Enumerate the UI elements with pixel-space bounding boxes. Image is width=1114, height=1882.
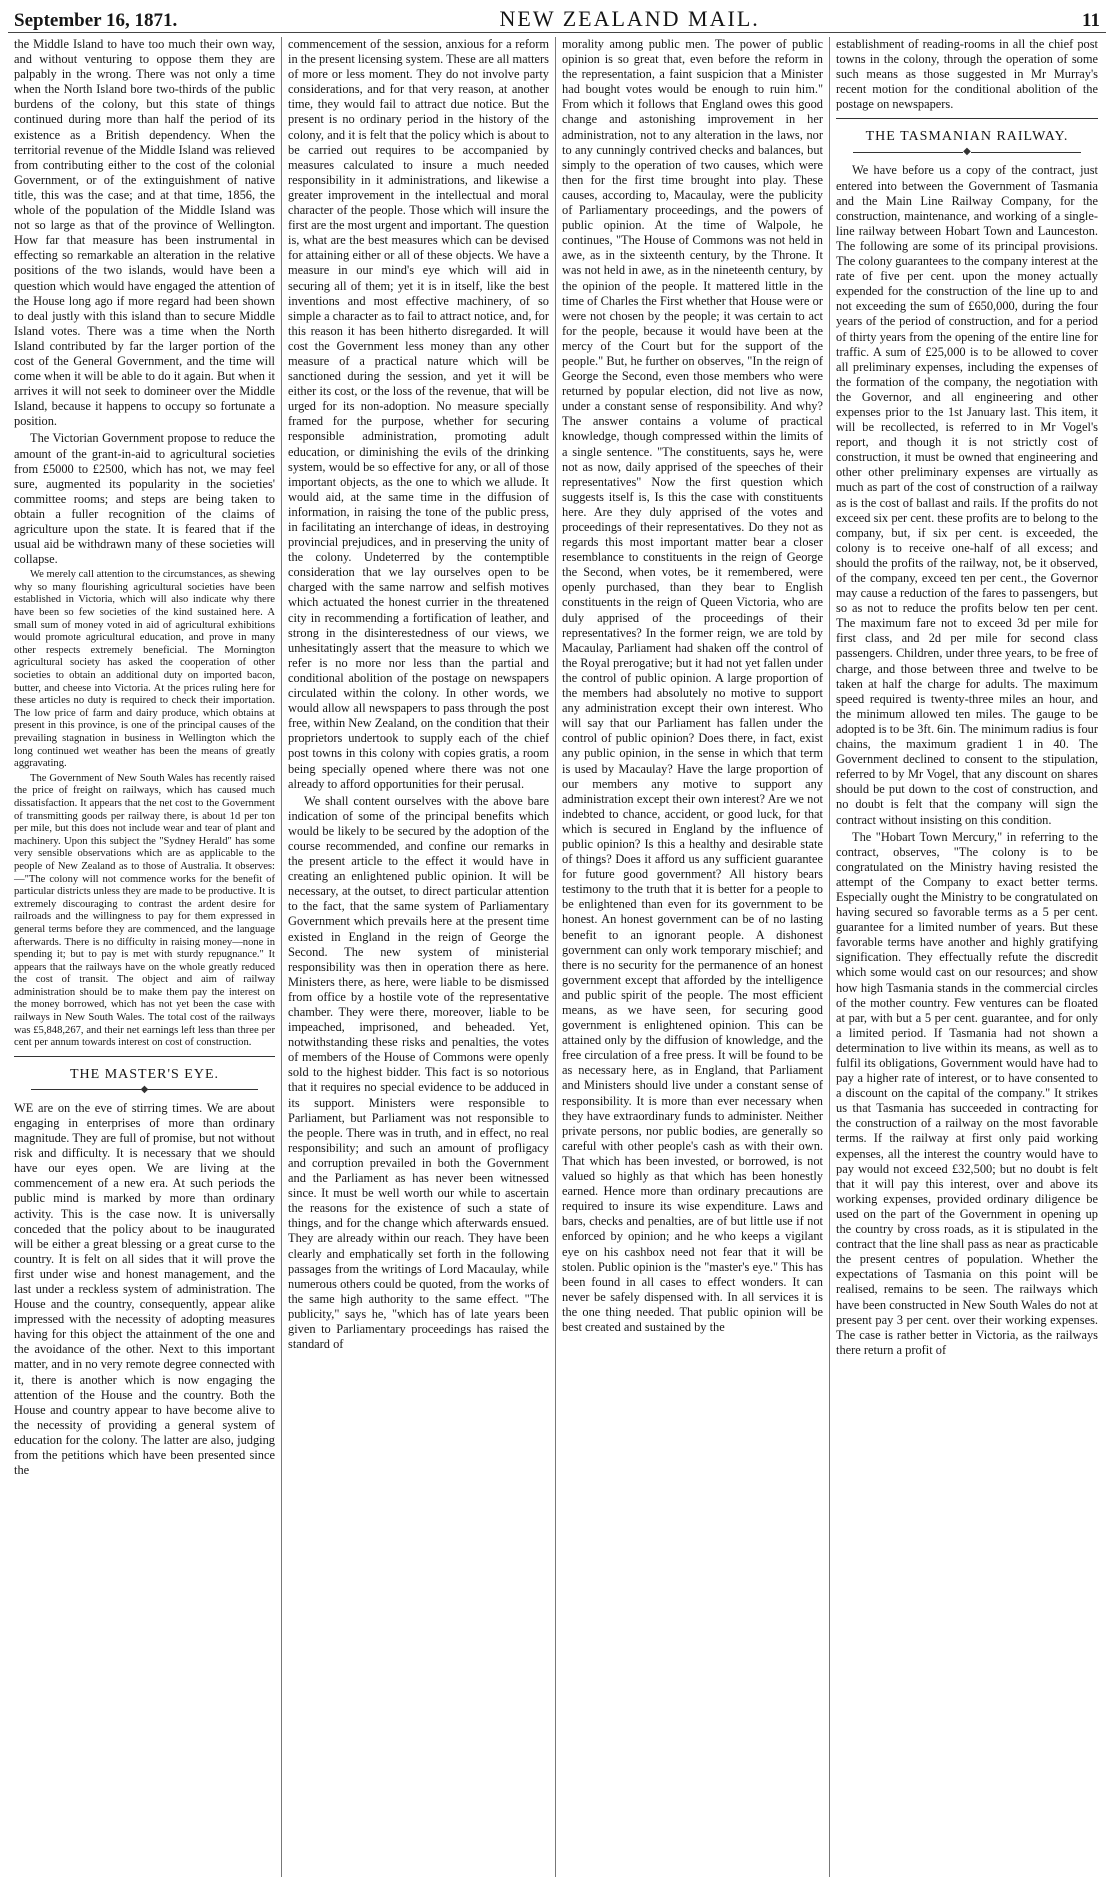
heading-rule: ◆ <box>836 147 1098 157</box>
article-heading: THE MASTER'S EYE. <box>69 1066 220 1082</box>
article-paragraph: We have before us a copy of the contract, just entered into between the Government of Tasmania and the Main Line Railway Company, for the construction, maintenance, and working of a single-line railway between Hobart Town and Launceston. The following are some of its principal provisions. The colony guarantees to the company interest at the rate of five per cent. upon the money actually expended for the construction of the line up to and not exceeding the sum of £650,000, during the four years of the period of construction, and for a period of thirty years from the opening of the entire line for traffic. A sum of £25,000 is to be allowed to cover all preliminary expenses, including the expenses of the formation of the company, the negotiation with the Governor, and all engineering and other expenses prior to the 1st January last. This item, it will be recollected, is referred to in Mr Vogel's report, and though it is not strictly cost of construction, it must be owned that engineering and other other preliminary expenses are virtually as much as part of the cost of construction of a railway as is the cost of ballast and rails. If the profits do not exceed six per cent. these profits are to belong to the company, but, if six per cent. is exceeded, the colony is to receive one-half of all excess; and should the profits of the railway, not, be it observed, of the company, exceed ten per cent., the Governor may cause a reduction of the fares to passengers, but so as not to reduce the profits below ten per cent. The maximum fare not to exceed 3d per mile for first class, and 2d per mile for second class passengers. Children, under three years, to be free of charge, and those between three and twelve to be taken at half the charge for adults. The maximum speed required is twenty-three miles an hour, and the minimum allowed ten miles. The gauge to be adopted is to be 3ft. 6in. The minimum radius is four chains, the maximum gradient 1 in 40. The Government declined to consent to the stipulation, referred to by Mr Vogel, that any discount on shares should be put down to the cost of construction, and no doubt is felt that the company will sign the contract without insisting on this condition. <box>836 163 1099 827</box>
issue-date: September 16, 1871. <box>14 10 178 31</box>
page-number: 11 <box>1082 10 1100 31</box>
newspaper-title: NEW ZEALAND MAIL. <box>499 6 760 31</box>
article-paragraph: establishment of reading-rooms in all the chief post towns in the colony, through the operation of some such means as those suggested in Mr Murray's recent motion for the conditional abolition of the postage on newspapers. <box>836 37 1098 112</box>
heading-rule: ◆ <box>14 1085 275 1095</box>
article-paragraph: WE are on the eve of stirring times. We are about engaging in enterprises of more than ordinary magnitude. They are full of promise, but not without risk and difficulty. It is necessary that we should have our eyes open. We are living at the commencement of a new era. At such periods the public mind is marked by more than ordinary activity. This is the case now. It is universally conceded that the policy about to be inaugurated will be either a great blessing or a great curse to the country. It is felt on all sides that it will prove the first under wise and honest management, and the last under a reckless system of administration. The House and the country, consequently, appear alike impressed with the necessity of adopting measures having for this object the attainment of the one and the avoidance of the other. Next to this important matter, and in no very remote degree connected with it, there is another which is now engaging the attention of the House and the country. Both the House and country appear to have become alive to the necessity of providing a general system of education for the colony. The latter are also, judging from the petitions which have been presented since the <box>14 1100 275 1478</box>
columns <box>8 37 1106 1877</box>
article-paragraph: The Victorian Government propose to reduce the amount of the grant-in-aid to agricultural societies from £5000 to £2500, which has not, we may feel sure, augmented its popularity in the societies' committee rooms; and steps are being taken to obtain a fuller recognition of the claims of agriculture upon the state. It is feared that if the usual aid be withdrawn many of these societies will collapse. <box>14 431 275 567</box>
column-1 <box>8 37 282 1877</box>
article-heading: THE TASMANIAN RAILWAY. <box>865 129 1069 145</box>
article-paragraph: We merely call attention to the circumstances, as shewing why so many flourishing agricultural societies have been established in Victoria, which will also indicate why there have been so few societies of the kind sustained here. A small sum of money voted in aid of agricultural exhibitions would promote agricultural education, and prove in many other respects extremely beneficial. The Mornington agricultural society has asked the cooperation of other societies to obtain an additional duty on imported bacon, butter, and cheese into Victoria. At the prices ruling here for these articles no duty is required to check their importation. The low price of farm and dairy produce, which obtains at present in this province, is one of the principal causes of the prevailing stagnation in business in Wellington which the long continued wet weather has been the means of greatly aggravating. <box>14 569 275 770</box>
section-divider <box>14 1056 275 1057</box>
article-paragraph: the Middle Island to have too much their own way, and without venturing to oppose them they are palpably in the wrong. There was not only a time when the North Island bore two-thirds of the public burdens of the colony, but this state of things continued during more than half the period of its existence as a British dependency. When the territorial revenue of the Middle Island was relieved from contributing either to the cost of the colonial Government, or of the extinguishment of native title, this was the case; and at that time, 1856, the whole of the population of the Middle Island was not so large as that of the province of Wellington. How far that measure has been instrumental in effecting so remarkable an alteration in the relative positions of the two islands, would have been a question which would have engaged the attention of the House long ago if more regard had been shown to deal justly with this island than to secure Middle Island votes. There was a time when the North Island contributed by far the larger portion of the cost of the General Government, and the time will come when it will be able to do it again. But when it arrives it will not seek to domineer over the Middle Island, because it happens to occupy so fortunate a position. <box>14 37 275 429</box>
column-3 <box>556 37 830 1877</box>
masthead <box>8 6 1106 33</box>
article-paragraph: The Government of New South Wales has recently raised the price of freight on railways, which has caused much dissatisfaction. It appears that the net cost to the Government of transmitting goods per railway there, is about 1d per ton per mile, but this does not include wear and tear of plant and machinery. Upon this subject the "Sydney Herald" has some very sensible observations which are as applicable to the people of New Zealand as to those of Australia. It observes:—"The colony will not commence works for the benefit of particular districts unless they are made to be productive. It is extremely discouraging to contrast the ardent desire for railroads and the willingness to pay for them expressed in general terms before they are commenced, and the language afterwards. There is no difficulty in raising money—none in spending it; but to pay is met with sturdy repugnance." It appears that the railways have on the whole greatly reduced the cost of transit. The object and aim of railway administration should be to make them pay the interest on the money borrowed, which has not yet been the case with railways in New South Wales. The total cost of the railways was £5,848,267, and their net earnings left less than three per cent per annum towards interest on cost of construction. <box>14 772 275 1049</box>
column-2 <box>282 37 556 1877</box>
article-paragraph: We shall content ourselves with the above bare indication of some of the principal benefits which would be likely to be secured by the adoption of the course recommended, and confine our remarks in the present article to the effect it would have in creating an enlightened public opinion. It will be necessary, at the outset, to direct particular attention to the fact, that the same system of Parliamentary Government which prevails here at the present time existed in England in the reign of George the Second. The new system of ministerial responsibility was then in operation there as here. Ministers there, as here, were liable to be dismissed from office by a hostile vote of the representative chamber. They were there, moreover, liable to be impeached, imprisoned, and beheaded. Yet, notwithstanding these risks and penalties, the votes of members of the House of Commons were openly sold to the highest bidder. This fact is so notorious that it requires no special evidence to be adduced in its support. Ministers were responsible to Parliament, but Parliament was not responsible to the people. There was in truth, and in effect, no real responsibility; and such an amount of profligacy and corruption prevailed in both the Government and the Parliament as has never been witnessed since. It must be well worth our while to ascertain the reasons for the existence of such a state of things, and for the change which afterwards ensued. They are already within our reach. They have been clearly and emphatically set forth in the following passages from the writings of Lord Macaulay, while numerous others could be quoted, from the works of the same high authority to the same effect. "The publicity," says he, "which has of late years been given to Parliamentary proceedings has raised the standard of <box>288 793 549 1352</box>
article-paragraph: The "Hobart Town Mercury," in referring to the contract, observes, "The colony is to be congratulated on the Ministry having resisted the attempt of the Company to exact better terms. Especially ought the Ministry to be congratulated on having secured so favorable terms as a 5 per cent. guarantee for a limited number of years. But these favorable terms have another and highly gratifying signification. They effectually refute the discredit which some would cast on our resources; and show how high Tasmania stands in the commercial circles of the mother country. Few ventures can be floated at par, with but a 5 per cent. guarantee, and for only a limited period. If Tasmania had not shown a determination to live within its means, as well as to fulfil its obligations, Government would have had to pay a higher rate of interest, or to have consented to a discount on the capital of the company." It strikes us that Tasmania has succeeded in contracting for the construction of a railway on the most favorable terms. If the railway at first only paid working expenses, all the interest the country would have to pay would not exceed £32,500; but no doubt is felt that it will pay this interest, over and above its working expenses, provided ordinary diligence be used on the part of the Government in opening up the country by cross roads, as it is stipulated in the contract that the line shall pass as near as practicable the present centres of population. Whether the expectations of Tasmania on this point will be realised, remains to be seen. The railways which have been constructed in New South Wales do not at present pay 3 per cent. over their working expenses. The case is rather better in Victoria, as the railways there return a profit of <box>836 829 1098 1357</box>
article-paragraph: morality among public men. The power of public opinion is so great that, even before the reform in the representation, a faint suspicion that a Minister had bought votes would be enough to ruin him." From which it follows that England owes this good change and astonishing improvement in her administration, not to any alteration in the laws, nor to any cunningly contrived checks and balances, but simply to the operation of two causes, which were then for the first time brought into play. These causes, according to, Macaulay, were the publicity of Parliamentary proceedings, and the powers of public opinion. At the time of Walpole, he continues, "The House of Commons was not held in awe, as in the sixteenth century, by the Throne. It was not held in awe, as in the nineteenth century, by the opinion of the people. It mattered little in the time of Charles the First whether that House were or were not chosen by the people; it was certain to act for the people, because it would have been at the mercy of the Court but for the support of the people." But, he further on observes, "In the reign of George the Second, even those members who were returned by popular election, did not live as now, under a constant sense of responsibility. And why? The answer contains a volume of practical knowledge, though compressed within the limits of a single sentence. "The constituents, says he, were not as now, daily apprised of the speeches of their representatives" Now the first question which suggests itself is, Is this the case with constituents here. Are they duly apprised of the votes and proceedings of their representatives. Do they not as regards this most important matter bear a closer resemblance to constituents in the reign of George the Second, when votes, be it remembered, were openly purchased, than they bear to English constituents in the reign of Queen Victoria, who are duly apprised of the proceedings of their representatives? In the former reign, we are told by Macaulay, Parliament had shaken off the control of the Royal prerogative; but it had not yet fallen under the control of public opinion. A large proportion of the members had absolutely no motive to support any administration except their own interest. Who will say that our Parliament has fallen under the control of public opinion? Does there, in fact, exist any public opinion, in the sense in which that term is used by Macaulay? Have the large proportion of our members any motive to support any administration except their own interest? Are we not indebted to chance, accident, or good luck, for that which is secured in England by the influence of public opinion? Is this a healthy and desirable state of things? Does it afford us any sufficient guarantee for future good government? All history bears testimony to the truth that it is better for a people to be enlightened than even for its government to be honest. An honest government can be of no lasting benefit to an ignorant people. A dishonest government can only work temporary mischief; and there is no security for the permanence of an honest government except that afforded by the intelligence and public spirit of the people. The most efficient means, as we have seen, for securing good government is enlightened opinion. This can be attained only by the diffusion of knowledge, and the free circulation of a free press. It will be found to be as necessary here, as in England, that Parliament and Ministers should live under a constant sense of responsibility. It is more than ever necessary when they have extraordinary funds to administer. Neither private persons, nor public bodies, are generally so careful with other people's cash as with their own. That which has been invested, or borrowed, is not valued so highly as that which has been honestly earned. Hence more than ordinary precautions are required to insure its wise expenditure. Laws and bars, checks and penalties, are of but little use if not enforced by opinion; and he who keeps a vigilant eye on his cashbox need not fear that it will be stolen. Public opinion is the "master's eye." This has been found in all cases to effect wonders. It can never be safely dispensed with. In all services it is the one thing needed. That public opinion will be best created and sustained by the <box>562 37 823 1334</box>
article-paragraph: commencement of the session, anxious for a reform in the present licensing system. These are all matters of more or less moment. They do not involve party considerations, and for that very reason, at another time, they would fail to attract due notice. But the present is no ordinary period in the history of the colony, and it is felt that the policy which is about to be carried out requires to be accompanied by measures calculated to insure a much needed responsibility in it administrations, and likewise a greater improvement in the intellectual and moral character of the people. Those which will insure the first are the most urgent and important. The question is, what are the best measures which can be devised for attaining either or all of these objects. We have a measure in our mind's eye which will aid in securing all of them; yet it is in itself, like the best inventions and most effective machinery, of so simple a character as to fail to attract notice, and, for this reason it has been hitherto disregarded. It will cost the Government less money than any other measure of a practical nature which will be sanctioned during the session, and yet it will be either its cost, or the loss of the revenue, that will be urged for its non-adoption. No measure specially framed for the purpose, whether for securing responsible administration, promoting adult education, or diminishing the evils of the drinking system, would be so effective for any, or all of those important objects, as the one to which we allude. It would aid, at the same time in the diffusion of information, in raising the tone of the public press, in facilitating an interchange of ideas, in destroying provincial prejudices, and in preserving the unity of the colony. Undeterred by the contemptible consideration that we lay ourselves open to be charged with the same narrow and selfish motives which actuated the honest currier in the threatened city in recommending a fortification of leather, and strong in the disinterestedness of our views, we unhesitatingly assert that the measure to which we refer is no more nor less than the partial and conditional abolition of the postage on newspapers circulated within the colony. In other words, we would allow all newspapers to pass through the post free, within New Zealand, on the condition that their proprietors undertook to supply each of the chief post towns in this colony with copies gratis, a room being specially opened where there was not one already to afford opportunities for their perusal. <box>288 37 549 791</box>
column-4 <box>830 37 1104 1877</box>
section-divider <box>836 118 1098 119</box>
